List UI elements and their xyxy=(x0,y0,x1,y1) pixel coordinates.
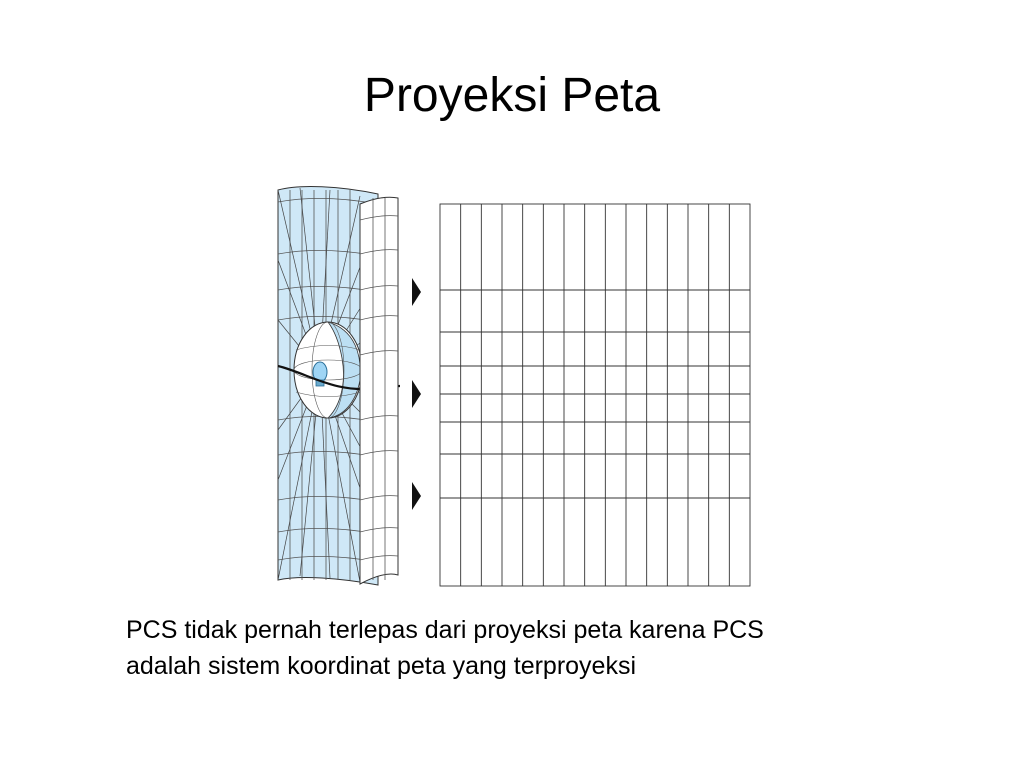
cylinder-illustration xyxy=(278,187,400,585)
caption-text xyxy=(126,612,926,684)
caption-line: PCS tidak pernah terlepas dari proyeksi peta karena PCS xyxy=(126,616,764,644)
caption-line: adalah sistem koordinat peta yang terproyeksi xyxy=(126,652,637,680)
grid-border xyxy=(440,204,750,586)
arrow-right-icon xyxy=(412,278,421,306)
projected-map-grid xyxy=(440,204,750,586)
slide-title: Proyeksi Peta xyxy=(363,69,661,122)
cylinder-front-wrap xyxy=(360,197,398,584)
arrow-right-icon xyxy=(412,380,421,408)
projection-arrows xyxy=(412,278,421,510)
projection-figure xyxy=(260,180,770,595)
arrow-right-icon xyxy=(412,482,421,510)
projection-diagram xyxy=(260,180,770,595)
